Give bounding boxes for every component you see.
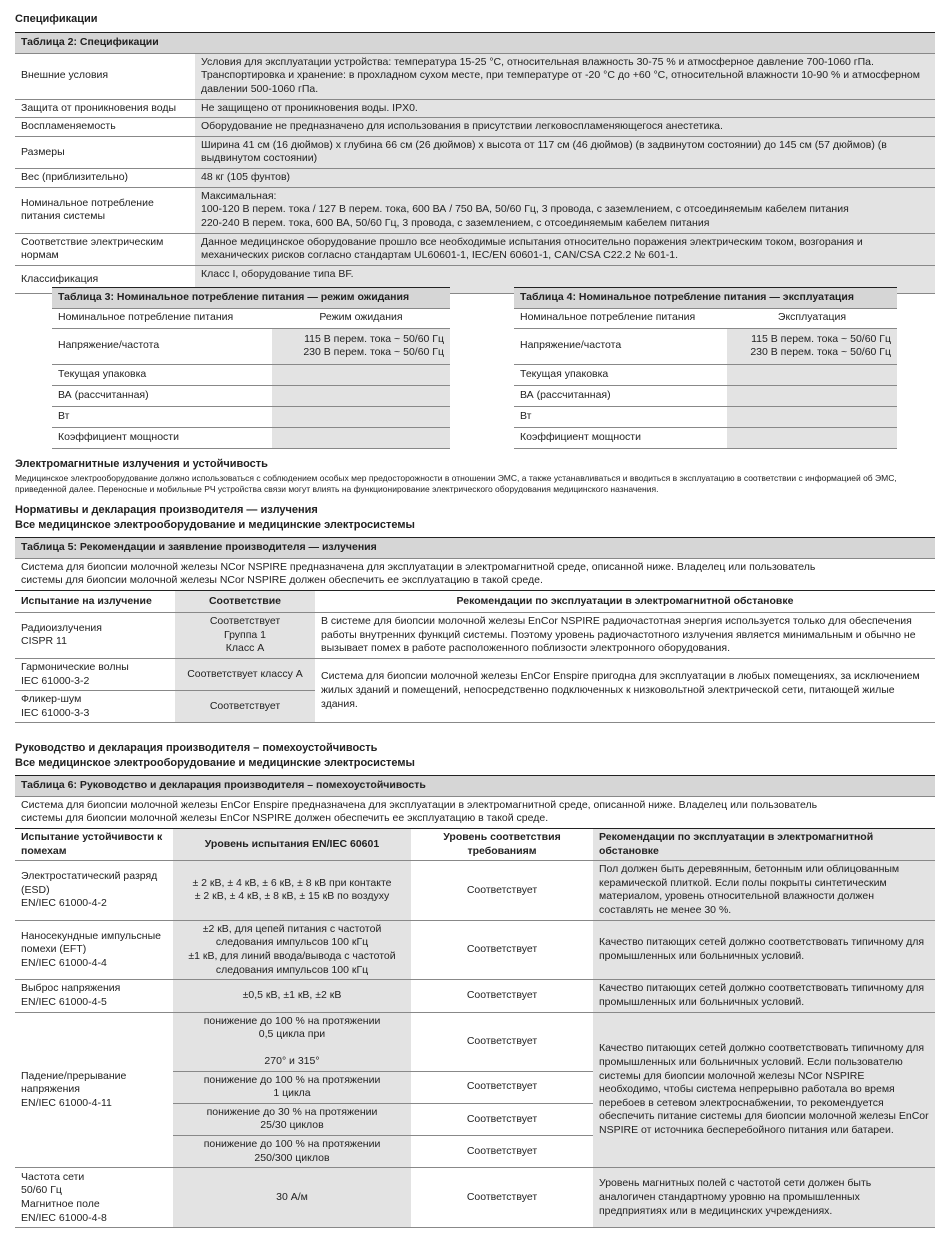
column-header: Режим ожидания	[272, 308, 450, 328]
compliance-value: Соответствует классу А	[175, 658, 315, 690]
table-caption: Таблица 2: Спецификации	[15, 33, 935, 54]
spec-value: 100-120 В перем. тока / 127 В перем. тока, 600 ВА / 750 ВА, 50/60 Гц, 3 провода, с заземлением, с отсоединяемым кабелем питания	[201, 203, 849, 216]
spec-value: Данное медицинское оборудование прошло все необходимые испытания относительно поражения электрическим током, возгорания и механических рисков согласно стандартам UL60601-1, IEC/EN 60601-1, CAN/CSA C22.2 № 601-1.	[201, 235, 863, 262]
table-caption: Таблица 6: Руководство и декларация производителя – помехоустойчивость	[15, 776, 935, 797]
table-intro: Система для биопсии молочной железы NCor NSPIRE предназначена для эксплуатации в электромагнитной среде, описанной ниже. Владелец или пользователь	[21, 560, 816, 573]
empty-cell	[272, 385, 450, 406]
immunity-table	[15, 775, 935, 1228]
test-name: Наносекундные импульсные помехи (EFT)	[21, 929, 161, 956]
column-header: Эксплуатация	[727, 308, 897, 328]
empty-cell	[727, 406, 897, 427]
compliance-value: Соответствует	[175, 691, 315, 723]
test-name: Электростатический разряд (ESD)	[21, 870, 158, 896]
spec-value: Класс I, оборудование типа BF.	[201, 267, 354, 280]
test-standard: EN/IEC 61000-4-11	[21, 1096, 112, 1109]
guidance-text: Пол должен быть деревянным, бетонным или облицованным керамической плиткой. Если полы покрыты синтетическим материалом, уровень относительной влажности должен составлять не менее 30 %.	[593, 861, 935, 921]
test-name: Падение/прерывание напряжения	[21, 1069, 127, 1096]
row-label: Напряжение/частота	[52, 328, 272, 364]
empty-cell	[272, 364, 450, 385]
table-intro: Система для биопсии молочной железы EnCor Enspire предназначена для эксплуатации в электромагнитной среде, описанной ниже. Владелец или пользователь	[21, 798, 818, 811]
guidance-text: Уровень магнитных полей с частотой сети должен быть аналогичен стандартному уровню на промышленных предприятиях или в медицинских учреждениях.	[593, 1168, 935, 1228]
compliance-value: Соответствует	[411, 980, 593, 1012]
row-label: Коэффициент мощности	[514, 427, 727, 448]
test-name: Магнитное поле	[21, 1197, 100, 1210]
test-standard: IEC 61000-3-3	[21, 706, 90, 719]
row-label: Коэффициент мощности	[52, 427, 272, 448]
row-label: Напряжение/частота	[514, 328, 727, 364]
row-label: Вт	[52, 406, 272, 427]
column-header: Рекомендации по эксплуатации в электромагнитной обстановке	[593, 828, 935, 860]
empty-cell	[272, 427, 450, 448]
empty-cell	[727, 364, 897, 385]
cell-value: 115 В перем. тока ~ 50/60 Гц	[751, 332, 891, 345]
spec-value: Ширина 41 см (16 дюймов) х глубина 66 см (26 дюймов) х высота от 117 см (46 дюймов) (в задвинутом состоянии) до 145 см (57 дюймов) (в выдвинутом состоянии)	[201, 138, 887, 165]
test-level: понижение до 100 % на протяжении	[203, 1014, 381, 1027]
row-label: Текущая упаковка	[514, 364, 727, 385]
test-name: Выброс напряжения	[21, 982, 121, 995]
guidance-text: Система для биопсии молочной железы EnCor Enspire пригодна для эксплуатации в любых помещениях, за исключением жилых зданий и помещений, непосредственно подключенных к низковольтной электрической сети, питающей жилые здания.	[315, 658, 935, 723]
spec-value: Максимальная:	[201, 189, 277, 202]
row-label: Текущая упаковка	[52, 364, 272, 385]
row-label: Вт	[514, 406, 727, 427]
table-row	[15, 1168, 935, 1228]
column-header: Испытание на излучение	[15, 590, 175, 612]
empty-cell	[272, 406, 450, 427]
guidance-text: Качество питающих сетей должно соответствовать типичному для промышленных или больничных условий. Если пользователю системы для биопсии молочной железы NCor NSPIRE необходимо, чтобы система непрерывно работала во время перебоев в сетевом электроснабжении, то рекомендуется обеспечить питание системы для биопсии молочной железы EnCor NSPIRE от источника бесперебойного питания или батареи.	[593, 1012, 935, 1168]
table-row	[15, 861, 935, 921]
power-operation-table	[514, 287, 897, 449]
section-subheading-immunity: Все медицинское электрооборудование и медицинские электросистемы	[15, 757, 415, 769]
table-row	[15, 920, 935, 980]
column-header: Номинальное потребление питания	[514, 308, 727, 328]
table-row	[15, 658, 935, 690]
compliance-value: Соответствует	[411, 1071, 593, 1103]
test-level: ± 2 кВ, ± 4 кВ, ± 8 кВ, ± 15 кВ по воздуху	[194, 890, 390, 903]
guidance-text: Качество питающих сетей должно соответствовать типичному для промышленных или больничных условий.	[593, 980, 935, 1012]
test-level: 270° и 315°	[264, 1054, 320, 1067]
spec-value: 220-240 В перем. тока, 600 ВА, 50/60 Гц, 3 провода, с заземлением, с отсоединяемым кабелем питания	[201, 217, 710, 230]
compliance-value: Соответствует	[411, 1103, 593, 1135]
compliance-value: Соответствует	[209, 614, 281, 627]
spec-label: Соответствие электрическим нормам	[15, 233, 195, 265]
cell-value: 230 В перем. тока ~ 50/60 Гц	[750, 346, 891, 359]
guidance-text: Качество питающих сетей должно соответствовать типичному для промышленных или больничных условий.	[593, 920, 935, 980]
column-header: Номинальное потребление питания	[52, 308, 272, 328]
compliance-value: Группа 1	[223, 628, 267, 641]
spec-value: Не защищено от проникновения воды. IPX0.	[201, 101, 418, 114]
test-level: ± 2 кВ, ± 4 кВ, ± 6 кВ, ± 8 кВ при контакте	[192, 876, 392, 889]
section-heading-emissions: Нормативы и декларация производителя — излучения	[15, 504, 318, 516]
column-header: Уровень соответствия требованиям	[411, 828, 593, 860]
empty-cell	[727, 385, 897, 406]
test-standard: IEC 61000-3-2	[21, 674, 90, 687]
test-name: Фликер-шум	[21, 693, 82, 706]
spec-label: Вес (приблизительно)	[15, 169, 195, 188]
section-subheading-emissions: Все медицинское электрооборудование и медицинские электросистемы	[15, 519, 415, 531]
test-standard: EN/IEC 61000-4-5	[21, 995, 107, 1008]
test-level: понижение до 100 % на протяжении	[203, 1138, 381, 1151]
row-label: ВА (рассчитанная)	[52, 385, 272, 406]
column-header: Соответствие	[175, 590, 315, 612]
test-level: ±1 кВ, для линий ввода/вывода с частотой следования импульсов 100 кГц	[188, 950, 396, 976]
test-level: 30 А/м	[173, 1168, 411, 1228]
spec-value: Условия для эксплуатации устройства: температура 15-25 °C, относительная влажность 30-75 % и атмосферное давление 700-1060 гПа.	[201, 55, 874, 68]
spec-value: Транспортировка и хранение: в прохладном сухом месте, при температуре от -20 °C до +60 °C, относительной влажности 10-90 % и атмосферном давлении 500-1060 гПа.	[201, 69, 920, 95]
emc-paragraph: Медицинское электрооборудование должно использоваться с соблюдением особых мер предосторожности в отношении ЭМС, а также устанавливаться и вводиться в эксплуатацию в соответствии с информацией об ЭМС, приведенной далее. Переносные и мобильные РЧ устройства связи могут влиять на функционирование электрического оборудования медицинского назначения.	[15, 473, 897, 494]
empty-cell	[727, 427, 897, 448]
section-heading-emc: Электромагнитные излучения и устойчивость	[15, 458, 268, 470]
spec-label: Внешние условия	[15, 53, 195, 99]
spec-value: Оборудование не предназначено для использования в присутствии легковоспламеняющегося анестетика.	[201, 120, 723, 133]
spec-label: Воспламеняемость	[15, 118, 195, 137]
spec-label: Классификация	[15, 265, 195, 293]
table-caption: Таблица 5: Рекомендации и заявление производителя — излучения	[15, 538, 935, 559]
table-intro: системы для биопсии молочной железы NCor NSPIRE должен обеспечить ее эксплуатацию в такой среде.	[21, 574, 543, 587]
compliance-value: Соответствует	[411, 1168, 593, 1228]
spec-label: Защита от проникновения воды	[15, 99, 195, 118]
test-standard: EN/IEC 61000-4-8	[21, 1211, 107, 1224]
test-level: понижение до 30 % на протяжении	[206, 1105, 378, 1118]
compliance-value: Соответствует	[411, 1012, 593, 1071]
test-level: 1 цикла	[273, 1087, 311, 1100]
test-level: 250/300 циклов	[254, 1151, 330, 1164]
compliance-value: Класс А	[225, 642, 265, 655]
test-level: 25/30 циклов	[260, 1119, 324, 1132]
table-intro: системы для биопсии молочной железы EnCor NSPIRE должен обеспечить ее эксплуатацию в такой среде.	[21, 812, 549, 825]
test-name: Частота сети	[21, 1170, 85, 1183]
section-heading-specs: Спецификации	[15, 13, 98, 25]
test-name: Гармонические волны	[21, 660, 129, 673]
spec-value: 48 кг (105 фунтов)	[201, 171, 291, 184]
cell-value: 230 В перем. тока ~ 50/60 Гц	[303, 346, 444, 359]
row-label: ВА (рассчитанная)	[514, 385, 727, 406]
column-header: Рекомендации по эксплуатации в электромагнитной обстановке	[315, 590, 935, 612]
compliance-value: Соответствует	[411, 920, 593, 980]
test-name: 50/60 Гц	[21, 1184, 62, 1197]
emissions-table	[15, 537, 935, 723]
test-name: Радиоизлучения	[21, 621, 102, 634]
test-standard: EN/IEC 61000-4-2	[21, 897, 107, 910]
guidance-text: В системе для биопсии молочной железы EnCor NSPIRE радиочастотная энергия используется только для обеспечения работы внутренних функций системы. Поэтому уровень радиочастотного излучения является минимальным и обычно не вызывает помех в работе расположенного поблизости электронного оборудования.	[315, 612, 935, 658]
spec-table	[15, 32, 935, 294]
column-header: Испытание устойчивости к помехам	[15, 828, 173, 860]
test-standard: EN/IEC 61000-4-4	[21, 956, 107, 969]
section-heading-immunity: Руководство и декларация производителя – помехоустойчивость	[15, 742, 378, 754]
table-caption: Таблица 4: Номинальное потребление питания — эксплуатация	[514, 288, 897, 309]
spec-label: Размеры	[15, 136, 195, 168]
test-level: ±2 кВ, для цепей питания с частотой следования импульсов 100 кГц	[202, 922, 382, 949]
test-level: понижение до 100 % на протяжении	[203, 1073, 381, 1086]
table-row	[15, 980, 935, 1012]
column-header: Уровень испытания EN/IEC 60601	[173, 828, 411, 860]
test-level: 0,5 цикла при	[258, 1028, 326, 1041]
table-row	[15, 612, 935, 658]
spec-label: Номинальное потребление питания системы	[15, 187, 195, 233]
compliance-value: Соответствует	[411, 861, 593, 921]
compliance-value: Соответствует	[411, 1136, 593, 1168]
cell-value: 115 В перем. тока ~ 50/60 Гц	[304, 332, 444, 345]
test-standard: CISPR 11	[21, 635, 67, 648]
table-row	[15, 1012, 935, 1071]
power-standby-table	[52, 287, 450, 449]
test-level: ±0,5 кВ, ±1 кВ, ±2 кВ	[173, 980, 411, 1012]
table-caption: Таблица 3: Номинальное потребление питания — режим ожидания	[52, 288, 450, 309]
